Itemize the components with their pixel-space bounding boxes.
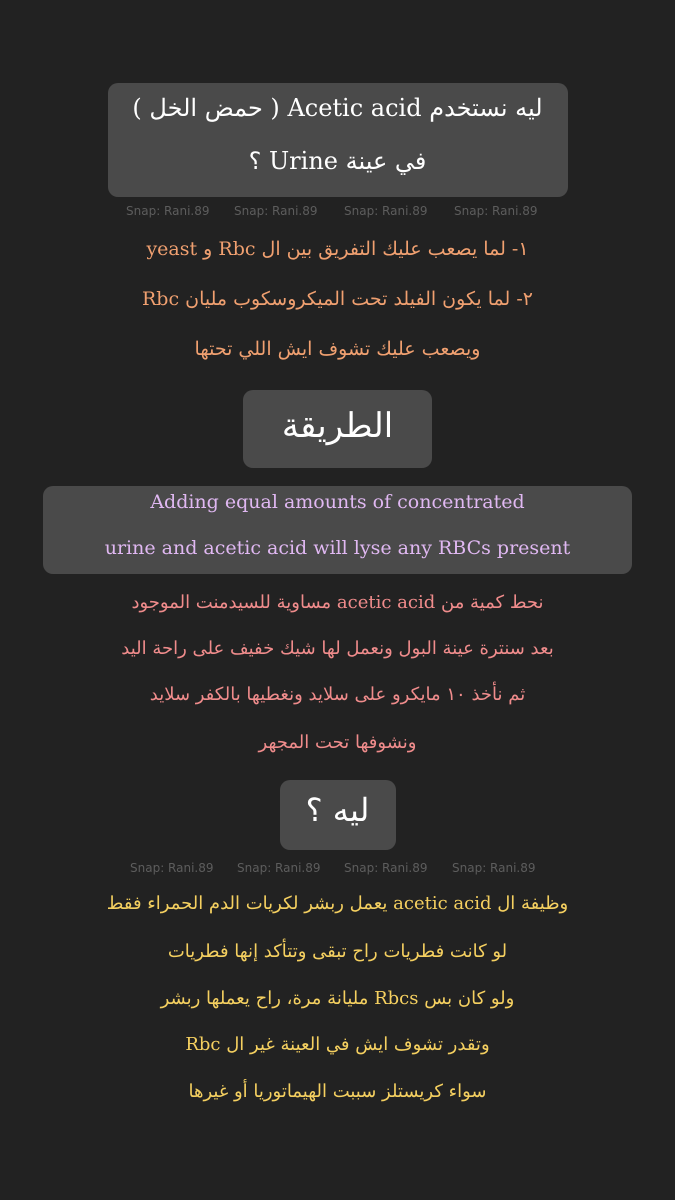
watermark: Snap: Rani.89: [452, 861, 536, 875]
english-note-line-1: Adding equal amounts of concentrated: [150, 491, 525, 513]
reason-1: ١- لما يصعب عليك التفريق بين ال Rbc و yeast: [146, 238, 529, 260]
method-heading: الطريقة: [281, 406, 394, 446]
explanation-5: سواء كريستلز سببت الهيماتوريا أو غيرها: [188, 1081, 487, 1102]
watermark: Snap: Rani.89: [344, 861, 428, 875]
watermark: Snap: Rani.89: [454, 204, 538, 218]
watermark: Snap: Rani.89: [344, 204, 428, 218]
watermark: Snap: Rani.89: [237, 861, 321, 875]
question-line-2: في عينة Urine ؟: [248, 147, 427, 175]
explanation-3: ولو كان بس Rbcs مليانة مرة، راح يعملها ربشر: [160, 988, 515, 1009]
why-heading: ليه ؟: [305, 791, 370, 829]
reason-2: ٢- لما يكون الفيلد تحت الميكروسكوب مليان Rbc: [141, 288, 534, 310]
method-step-3: ثم نأخذ ١٠ مايكرو على سلايد ونغطيها بالكفر سلايد: [149, 684, 526, 705]
explanation-4: وتقدر تشوف ايش في العينة غير ال Rbc: [185, 1034, 490, 1055]
watermark: Snap: Rani.89: [234, 204, 318, 218]
method-step-1: نحط كمية من acetic acid مساوية للسيدمنت الموجود: [131, 592, 544, 613]
method-step-4: ونشوفها تحت المجهر: [258, 732, 417, 753]
question-line-1: ليه نستخدم Acetic acid ( حمض الخل ): [132, 94, 543, 122]
explanation-2: لو كانت فطريات راح تبقى وتتأكد إنها فطريات: [167, 941, 508, 962]
watermark: Snap: Rani.89: [130, 861, 214, 875]
english-note-line-2: urine and acetic acid will lyse any RBCs present: [104, 537, 571, 559]
reason-2-cont: ويصعب عليك تشوف ايش اللي تحتها: [194, 338, 481, 360]
explanation-1: وظيفة ال acetic acid يعمل ربشر لكريات الدم الحمراء فقط: [106, 893, 569, 914]
watermark: Snap: Rani.89: [126, 204, 210, 218]
method-step-2: بعد سنترة عينة البول ونعمل لها شيك خفيف على راحة اليد: [121, 638, 554, 659]
